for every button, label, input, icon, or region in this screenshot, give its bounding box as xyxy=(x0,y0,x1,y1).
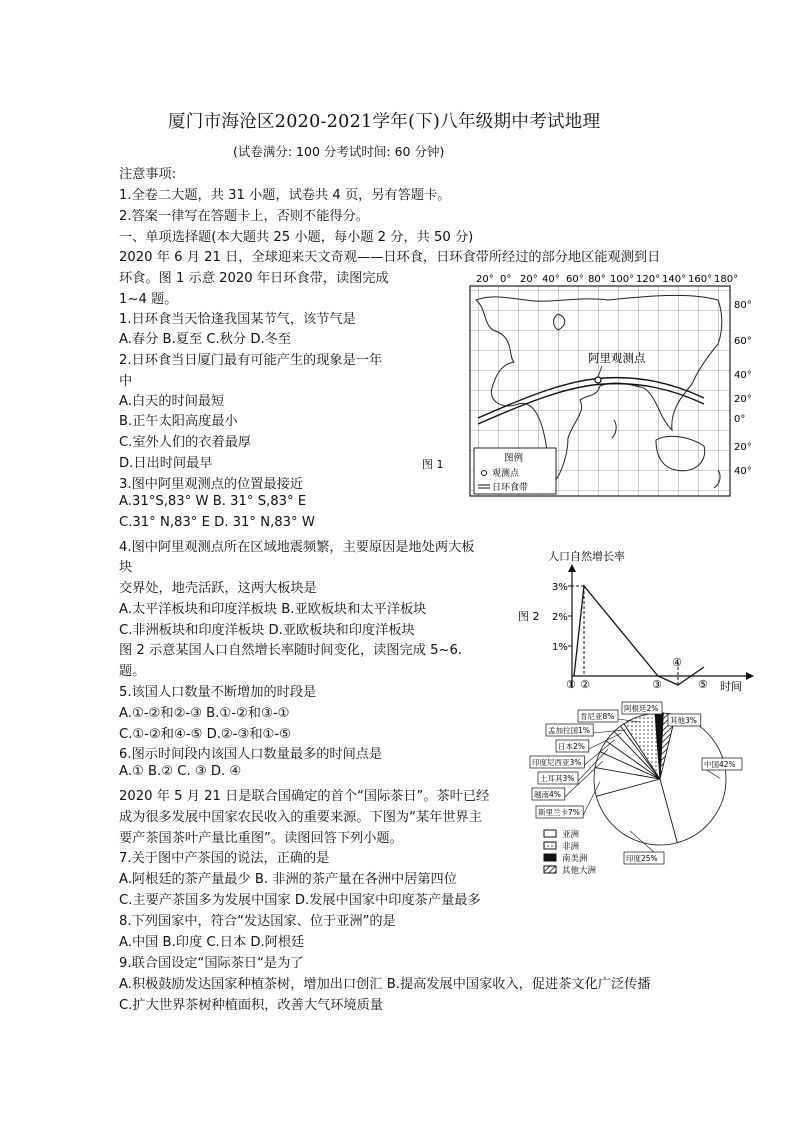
legend-label: 非洲 xyxy=(562,842,580,852)
pie-legend xyxy=(544,829,596,876)
text-line: 1.日环食当天恰逢我国某节气，该节气是 xyxy=(119,312,356,327)
slice-label: 印度25% xyxy=(626,854,658,863)
text-line: A.中国 B.印度 C.日本 D.阿根廷 xyxy=(119,935,305,950)
figure-caption: 图 1 xyxy=(422,458,444,471)
text-line: A.白天的时间最短 xyxy=(119,394,225,409)
time-point-label: ④ xyxy=(672,656,682,669)
text-line: 4.图中阿里观测点所在区域地震频繁，主要原因是地处两大板 xyxy=(119,540,475,555)
time-point-label: ⑤ xyxy=(698,678,708,691)
lon-label: 0° xyxy=(500,274,512,285)
text-line: A.积极鼓励发达国家种植茶树，增加出口创汇 B.提高发展中国家收入，促进茶文化广泛传播 xyxy=(119,977,651,992)
lon-label: 80° xyxy=(588,274,606,285)
lat-label: 40° xyxy=(734,466,752,477)
text-line: 2020 年 6 月 21 日，全球迎来天文奇观——日环食，日环食带所经过的部分地区能观测到日 xyxy=(119,250,661,265)
text-line: A.① B.② C. ③ D. ④ xyxy=(119,764,242,779)
lat-label: 60° xyxy=(734,336,752,347)
lat-label: 40° xyxy=(734,370,752,381)
lon-label: 180° xyxy=(714,274,739,285)
point-label: 阿里观测点 xyxy=(588,351,646,365)
lat-label: 20° xyxy=(734,394,752,405)
y-tick-label: 1% xyxy=(552,642,568,653)
text-line: 9.联合国设定“国际茶日“是为了 xyxy=(119,956,304,971)
slice-label: 肯尼亚8% xyxy=(580,712,615,721)
lon-label: 120° xyxy=(636,274,661,285)
y-tick-label: 2% xyxy=(552,612,568,623)
slice-label: 中国42% xyxy=(704,760,736,769)
exam-info: (试卷满分: 100 分考试时间: 60 分钟) xyxy=(233,144,445,159)
legend-point-label: 观测点 xyxy=(492,469,520,479)
text-line: 块 xyxy=(119,560,133,575)
observation-point-icon xyxy=(595,377,601,383)
text-line: C.31° N,83° E D. 31° N,83° W xyxy=(119,515,315,530)
lon-label: 140° xyxy=(662,274,687,285)
legend-swatch xyxy=(544,866,556,873)
legend-title: 图例 xyxy=(504,453,524,464)
text-line: C.主要产茶国多为发展中国家 D.发展中国家中印度茶产量最多 xyxy=(119,893,481,908)
slice-label: 印度尼西亚3% xyxy=(532,758,582,767)
text-line: 环食。图 1 示意 2020 年日环食带，读图完成 xyxy=(119,271,389,286)
lat-labels xyxy=(734,300,752,477)
text-line: 要产茶国茶叶产量比重图”。读图回答下列小题。 xyxy=(119,831,403,846)
growth-rate-line xyxy=(574,586,704,685)
lon-label: 20° xyxy=(520,274,538,285)
text-line: 中 xyxy=(119,374,133,389)
slice-label: 越南4% xyxy=(534,790,561,799)
text-line: 6.图示时间段内该国人口数量最多的时间点是 xyxy=(119,747,383,762)
legend-swatch xyxy=(544,854,556,861)
text-line: 一、单项选择题(本大题共 25 小题，每小题 2 分，共 50 分) xyxy=(119,230,474,245)
legend-swatch xyxy=(544,842,556,849)
slice-label: 阿根廷2% xyxy=(624,704,659,713)
time-point-label: ① xyxy=(566,678,576,691)
text-line: 2.日环食当日厦门最有可能产生的现象是一年 xyxy=(119,353,383,368)
slice-label: 其他3% xyxy=(670,716,697,725)
text-line: 2.答案一律写在答题卡上，否则不能得分。 xyxy=(119,209,369,224)
x-axis-title: 时间 xyxy=(720,680,742,693)
y-axis-title: 人口自然增长率 xyxy=(548,550,625,563)
lat-label: 80° xyxy=(734,300,752,311)
legend-label: 其他大洲 xyxy=(562,866,597,876)
text-line: 7.关于图中产茶国的说法，正确的是 xyxy=(119,851,330,866)
tea-production-pie-chart xyxy=(510,696,780,881)
text-line: 注意事项: xyxy=(119,167,177,182)
text-line: A.①-②和②-③ B.①-②和③-① xyxy=(119,706,290,721)
text-line: B.正午太阳高度最小 xyxy=(119,414,238,429)
text-line: A.阿根廷的茶产量最少 B. 非洲的茶产量在各洲中居第四位 xyxy=(119,872,457,887)
page-title: 厦门市海沧区2020-2021学年(下)八年级期中考试地理 xyxy=(168,112,601,132)
figure-2-line-chart xyxy=(508,548,768,698)
lon-label: 100° xyxy=(610,274,635,285)
text-line: 1.全卷二大题，共 31 小题，试卷共 4 页，另有答题卡。 xyxy=(119,188,451,203)
legend-band-label: 日环食带 xyxy=(492,483,529,493)
text-line: D.日出时间最早 xyxy=(119,456,213,471)
slice-label: 土耳其3% xyxy=(540,774,575,783)
lon-label: 20° xyxy=(476,274,494,285)
lon-label: 60° xyxy=(566,274,584,285)
slice-label: 孟加拉国1% xyxy=(548,726,590,735)
legend-label: 亚洲 xyxy=(562,830,580,840)
legend-swatch xyxy=(544,830,556,837)
lon-label: 160° xyxy=(688,274,713,285)
text-line: C.扩大世界茶树种植面积，改善大气环境质量 xyxy=(119,998,383,1013)
text-line: 成为很多发展中国家农民收入的重要来源。下图为“某年世界主 xyxy=(119,810,482,825)
map-legend xyxy=(474,448,556,494)
text-line: C.①-②和④-⑤ D.②-③和①-⑤ xyxy=(119,727,291,742)
text-line: 交界处，地壳活跃，这两大板块是 xyxy=(119,581,317,596)
text-line: 2020 年 5 月 21 日是联合国确定的首个“国际茶日”。茶叶已经 xyxy=(119,789,490,804)
text-line: A.春分 B.夏至 C.秋分 D.冬至 xyxy=(119,332,292,347)
legend-point-icon xyxy=(482,471,487,476)
text-line: C.非洲板块和印度洋板块 D.亚欧板块和印度洋板块 xyxy=(119,623,415,638)
lon-label: 40° xyxy=(542,274,560,285)
time-point-label: ③ xyxy=(652,678,662,691)
lat-label: 0° xyxy=(734,414,746,425)
time-point-label: ② xyxy=(580,678,590,691)
lat-label: 20° xyxy=(734,442,752,453)
text-line: 题。 xyxy=(119,664,146,679)
slice-label: 日本2% xyxy=(558,742,585,751)
text-line: A.31°S,83° W B. 31° S,83° E xyxy=(119,494,307,509)
legend-label: 南美洲 xyxy=(562,854,588,864)
text-line: 8.下列国家中，符合“发达国家、位于亚洲”的是 xyxy=(119,914,396,929)
figure-caption: 图 2 xyxy=(518,610,540,623)
figure-1-map xyxy=(418,270,758,500)
text-line: A.太平洋板块和印度洋板块 B.亚欧板块和太平洋板块 xyxy=(119,602,427,617)
text-line: 5.该国人口数量不断增加的时段是 xyxy=(119,685,317,700)
text-line: C.室外人们的衣着最厚 xyxy=(119,435,252,450)
text-line: 1~4 题。 xyxy=(119,292,178,307)
slice-label: 斯里兰卡7% xyxy=(538,808,580,817)
text-line: 3.图中阿里观测点的位置最接近 xyxy=(119,477,304,492)
text-line: 图 2 示意某国人口自然增长率随时间变化，读图完成 5~6. xyxy=(119,643,463,658)
y-tick-label: 3% xyxy=(552,582,568,593)
lon-labels xyxy=(476,274,738,285)
